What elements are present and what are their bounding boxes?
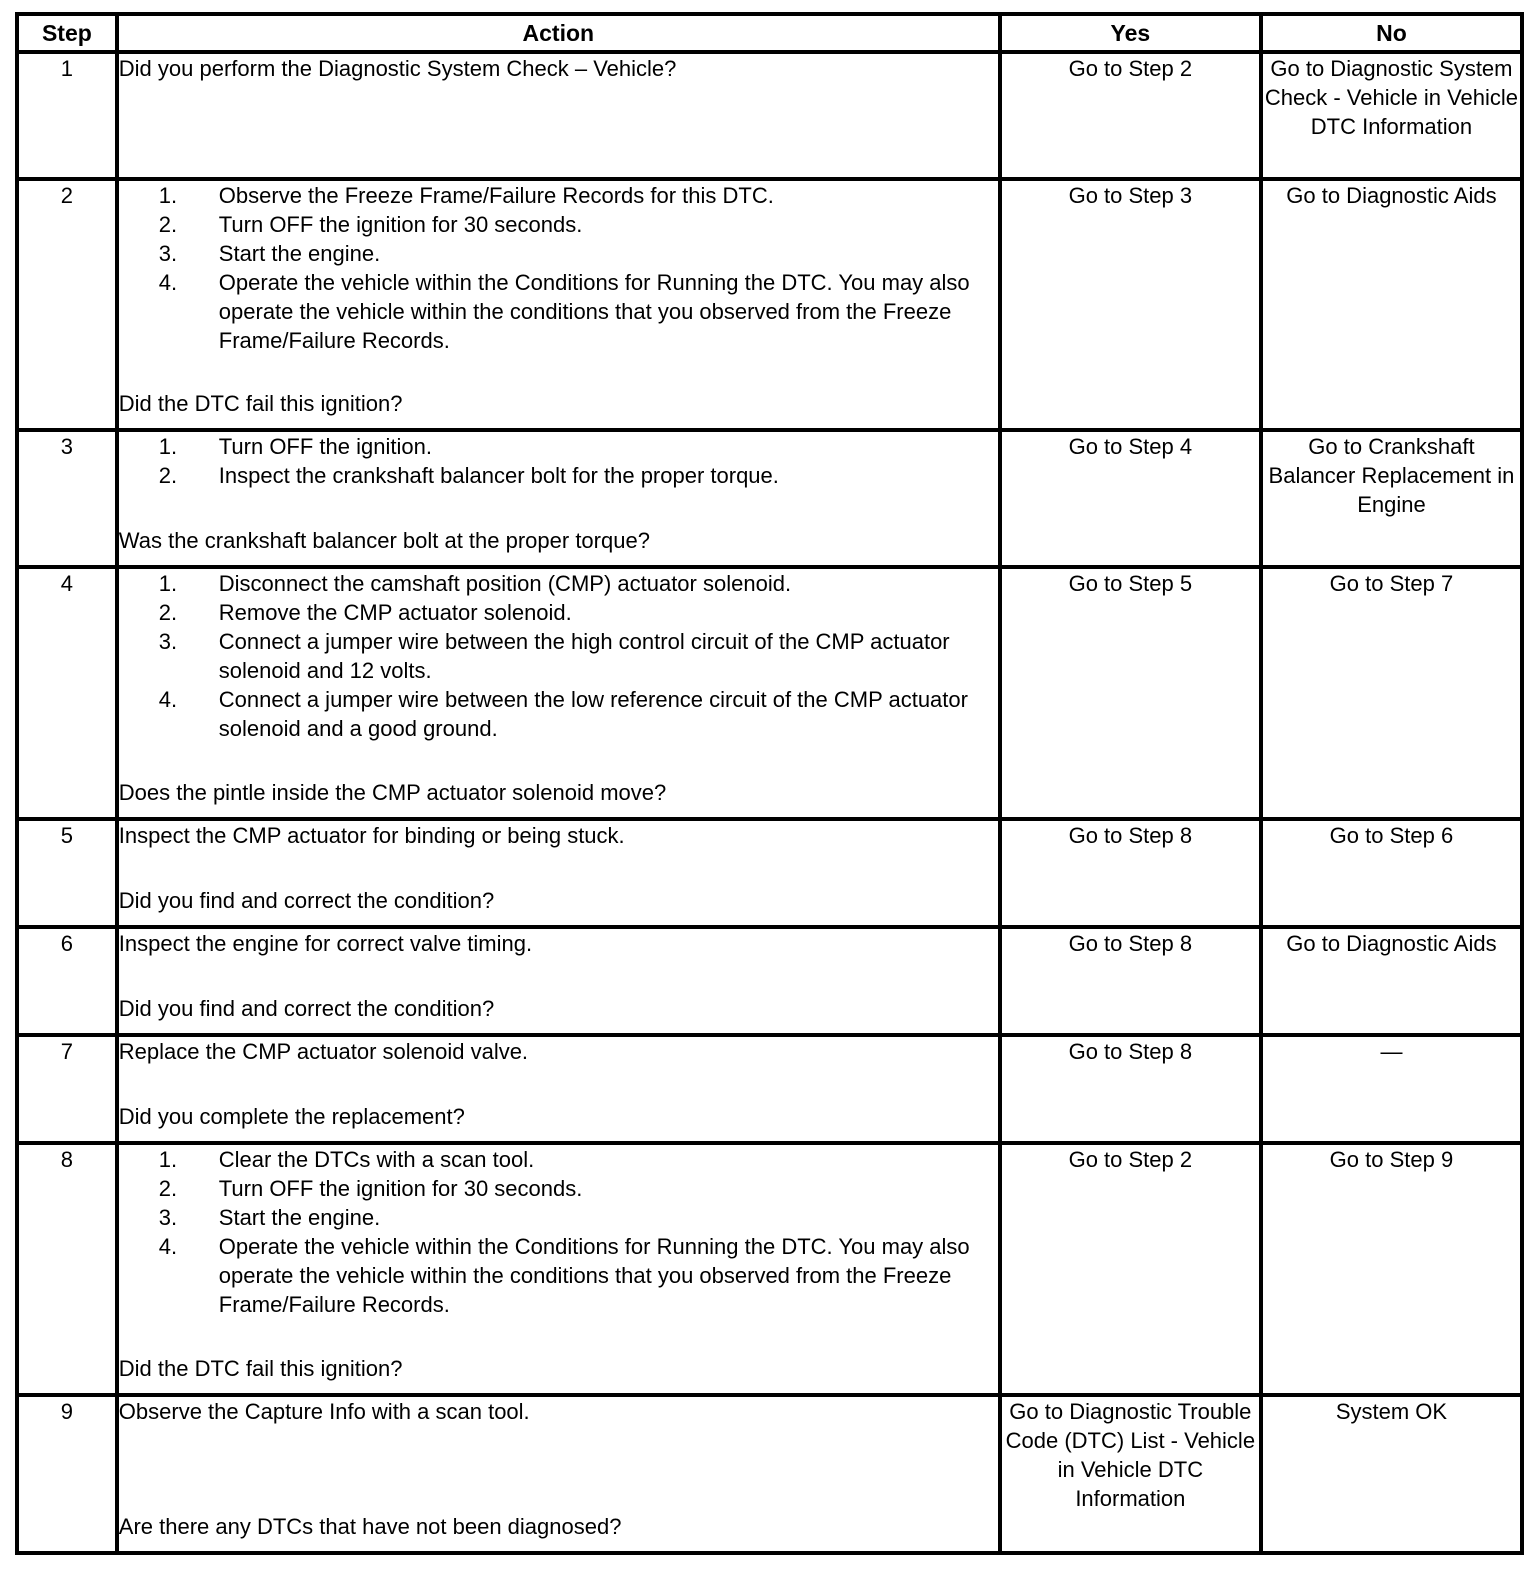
no-outcome: Go to Step 6 [1261,819,1522,927]
no-outcome: Go to Crankshaft Balancer Replacement in Engine [1261,430,1522,567]
list-item-number: 1. [158,183,178,208]
list-item [119,461,998,490]
list-item-text: Inspect the crankshaft balancer bolt for the proper torque. [218,463,779,488]
step-number: 6 [17,927,117,1035]
action-question: Did the DTC fail this ignition? [118,1356,403,1381]
no-outcome: Go to Step 7 [1261,567,1522,819]
action-intro: Inspect the engine for correct valve timing. [118,931,533,956]
header-action: Action [117,14,1000,52]
table-body [17,52,1522,1553]
action-cell [117,179,1000,430]
action-question: Was the crankshaft balancer bolt at the proper torque? [118,528,650,553]
list-item-number: 1. [158,1147,178,1172]
action-cell [117,1035,1000,1143]
list-item-number: 4. [158,687,178,712]
list-item-number: 2. [158,600,178,625]
list-item-text: Observe the Freeze Frame/Failure Records for this DTC. [218,183,774,208]
step-number: 8 [17,1143,117,1395]
table-row [17,179,1522,430]
header-step: Step [17,14,117,52]
list-item [119,1232,998,1319]
no-outcome: Go to Step 9 [1261,1143,1522,1395]
diagnostic-table [15,12,1524,1555]
list-item-text: Start the engine. [218,1205,381,1230]
list-item [119,569,998,598]
action-intro: Replace the CMP actuator solenoid valve. [118,1039,529,1064]
table-row [17,430,1522,567]
list-item-number: 3. [158,629,178,654]
list-item [119,598,998,627]
action-question: Are there any DTCs that have not been diagnosed? [118,1514,622,1539]
step-number: 7 [17,1035,117,1143]
no-outcome: Go to Diagnostic System Check - Vehicle in Vehicle DTC Information [1261,52,1522,179]
action-steps-list [119,1145,998,1319]
action-question: Did you find and correct the condition? [118,888,495,913]
yes-outcome: Go to Step 2 [1000,52,1261,179]
action-question: Did the DTC fail this ignition? [118,391,403,416]
action-cell [117,567,1000,819]
list-item-number: 4. [158,270,178,295]
yes-outcome: Go to Step 8 [1000,927,1261,1035]
list-item [119,627,998,685]
list-item-text: Turn OFF the ignition for 30 seconds. [218,212,583,237]
list-item [119,1203,998,1232]
yes-outcome: Go to Step 5 [1000,567,1261,819]
no-outcome: System OK [1261,1395,1522,1553]
list-item [119,268,998,355]
table-row [17,52,1522,179]
table-row [17,567,1522,819]
action-steps-list [119,181,998,355]
list-item-number: 3. [158,241,178,266]
yes-outcome: Go to Step 8 [1000,819,1261,927]
list-item-number: 3. [158,1205,178,1230]
list-item-text: Turn OFF the ignition. [218,434,432,459]
list-item-text: Operate the vehicle within the Conditions for Running the DTC. You may also operate the vehicle within the conditions that you observed from the Freeze Frame/Failure Records. [218,1234,970,1317]
list-item [119,239,998,268]
list-item-number: 2. [158,463,178,488]
header-row [17,14,1522,52]
action-cell [117,52,1000,179]
action-question: Did you complete the replacement? [118,1104,465,1129]
yes-outcome: Go to Step 2 [1000,1143,1261,1395]
step-number: 3 [17,430,117,567]
list-item-number: 4. [158,1234,178,1259]
table-row [17,1035,1522,1143]
no-outcome: Go to Diagnostic Aids [1261,927,1522,1035]
list-item [119,432,998,461]
no-outcome: — [1261,1035,1522,1143]
action-question: Did you find and correct the condition? [118,996,495,1021]
step-number: 9 [17,1395,117,1553]
action-steps-list [119,569,998,743]
action-cell [117,819,1000,927]
action-steps-list [119,432,998,490]
table-row [17,819,1522,927]
list-item-text: Clear the DTCs with a scan tool. [218,1147,535,1172]
table-row [17,1143,1522,1395]
list-item [119,685,998,743]
action-intro: Inspect the CMP actuator for binding or being stuck. [118,823,625,848]
list-item-text: Disconnect the camshaft position (CMP) actuator solenoid. [218,571,792,596]
list-item-text: Operate the vehicle within the Conditions for Running the DTC. You may also operate the vehicle within the conditions that you observed from the Freeze Frame/Failure Records. [218,270,970,353]
action-question: Does the pintle inside the CMP actuator solenoid move? [118,780,667,805]
action-cell [117,1395,1000,1553]
yes-outcome: Go to Diagnostic Trouble Code (DTC) List - Vehicle in Vehicle DTC Information [1000,1395,1261,1553]
list-item-text: Connect a jumper wire between the low reference circuit of the CMP actuator solenoid and a good ground. [218,687,968,741]
list-item [119,210,998,239]
yes-outcome: Go to Step 4 [1000,430,1261,567]
action-cell [117,1143,1000,1395]
yes-outcome: Go to Step 8 [1000,1035,1261,1143]
list-item [119,1145,998,1174]
action-intro: Did you perform the Diagnostic System Check – Vehicle? [118,56,677,81]
action-cell [117,430,1000,567]
header-no: No [1261,14,1522,52]
list-item-text: Start the engine. [218,241,381,266]
list-item-number: 1. [158,571,178,596]
list-item [119,1174,998,1203]
action-intro: Observe the Capture Info with a scan tool. [118,1399,530,1424]
list-item-number: 2. [158,1176,178,1201]
step-number: 2 [17,179,117,430]
diagnostic-table-container [15,12,1524,1555]
list-item-text: Turn OFF the ignition for 30 seconds. [218,1176,583,1201]
list-item-text: Connect a jumper wire between the high control circuit of the CMP actuator solenoid and 12 volts. [218,629,950,683]
list-item-text: Remove the CMP actuator solenoid. [218,600,572,625]
step-number: 1 [17,52,117,179]
action-cell [117,927,1000,1035]
step-number: 5 [17,819,117,927]
yes-outcome: Go to Step 3 [1000,179,1261,430]
header-yes: Yes [1000,14,1261,52]
table-row [17,927,1522,1035]
table-row [17,1395,1522,1553]
step-number: 4 [17,567,117,819]
list-item [119,181,998,210]
list-item-number: 2. [158,212,178,237]
list-item-number: 1. [158,434,178,459]
no-outcome: Go to Diagnostic Aids [1261,179,1522,430]
